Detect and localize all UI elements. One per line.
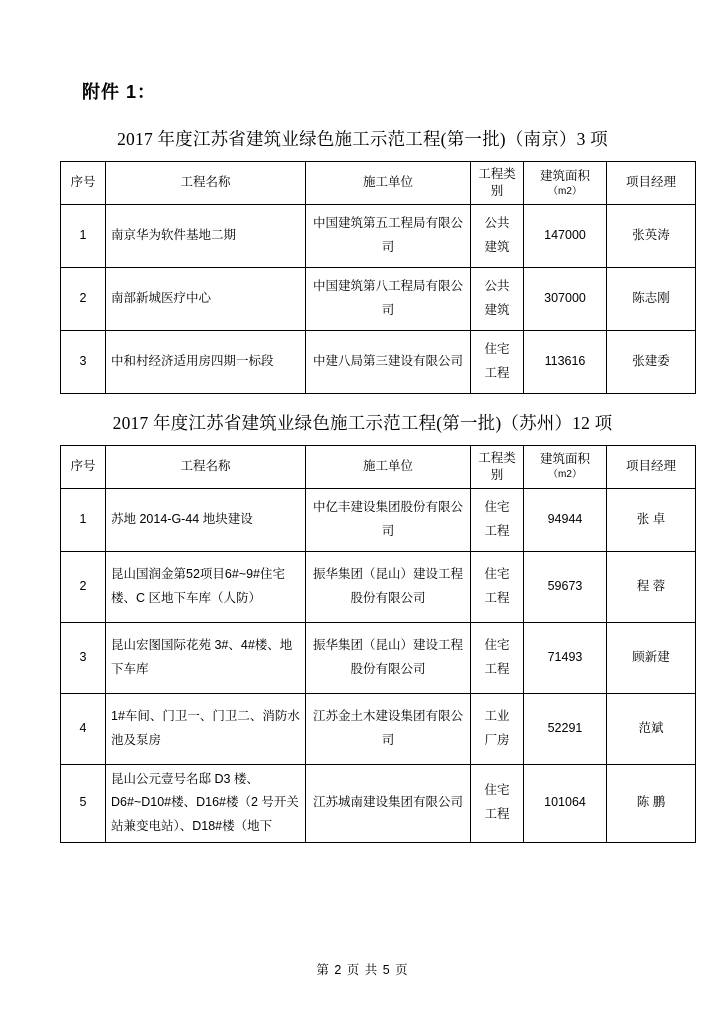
- cell-index: 1: [61, 488, 106, 551]
- table-row: [61, 622, 696, 693]
- cell-construction-unit: 中国建筑第八工程局有限公司: [306, 267, 471, 330]
- cell-project-name: 昆山宏图国际花苑 3#、4#楼、地下车库: [106, 622, 306, 693]
- cell-index: 2: [61, 551, 106, 622]
- cell-project-manager: 范斌: [607, 693, 696, 764]
- table-suzhou: [60, 445, 696, 843]
- cell-project-type: [471, 204, 524, 267]
- cell-project-name: 南部新城医疗中心: [106, 267, 306, 330]
- cell-project-type-line1: 工业: [484, 708, 510, 723]
- header-construction-unit: 施工单位: [306, 445, 471, 488]
- cell-project-manager: 陈志刚: [607, 267, 696, 330]
- cell-project-manager: 张 卓: [607, 488, 696, 551]
- cell-building-area: 94944: [524, 488, 607, 551]
- cell-project-type: [471, 693, 524, 764]
- cell-building-area: 101064: [524, 764, 607, 842]
- table-row: [61, 693, 696, 764]
- header-building-area-unit: （m2）: [548, 469, 582, 481]
- cell-project-type-line2: 厂房: [484, 732, 510, 747]
- section-title-suzhou: 2017 年度江苏省建筑业绿色施工示范工程(第一批)（苏州）12 项: [112, 412, 613, 433]
- table-header-row: [61, 162, 696, 205]
- table-row: [61, 267, 696, 330]
- cell-building-area: 147000: [524, 204, 607, 267]
- cell-project-name: 昆山国润金第52项目6#~9#住宅楼、C 区地下车库（人防）: [106, 551, 306, 622]
- cell-project-type-line1: 公共: [484, 216, 510, 230]
- header-building-area: [524, 445, 607, 488]
- cell-project-type-line1: 住宅: [484, 499, 510, 514]
- cell-project-type-line2: 工程: [484, 523, 510, 538]
- table-row: [61, 330, 696, 393]
- cell-project-type: [471, 551, 524, 622]
- cell-construction-unit: 中建八局第三建设有限公司: [306, 330, 471, 393]
- cell-building-area: 59673: [524, 551, 607, 622]
- section-title-nanjing: 2017 年度江苏省建筑业绿色施工示范工程(第一批)（南京）3 项: [117, 129, 608, 149]
- cell-index: 2: [61, 267, 106, 330]
- header-construction-unit: 施工单位: [306, 162, 471, 205]
- cell-project-manager: 张建委: [607, 330, 696, 393]
- cell-construction-unit: 振华集团（昆山）建设工程股份有限公司: [306, 622, 471, 693]
- cell-project-type-line1: 住宅: [484, 342, 510, 356]
- header-project-manager: 项目经理: [607, 445, 696, 488]
- table-row: [61, 488, 696, 551]
- cell-construction-unit: 中国建筑第五工程局有限公司: [306, 204, 471, 267]
- cell-project-type-line2: 工程: [484, 590, 510, 605]
- cell-project-type-line2: 工程: [484, 365, 510, 380]
- cell-project-manager: 程 蓉: [607, 551, 696, 622]
- cell-building-area: 307000: [524, 267, 607, 330]
- cell-project-name: 苏地 2014-G-44 地块建设: [106, 488, 306, 551]
- header-building-area: [524, 162, 607, 205]
- cell-project-type: [471, 764, 524, 842]
- cell-building-area: 52291: [524, 693, 607, 764]
- cell-project-type-line1: 住宅: [484, 783, 510, 798]
- cell-project-manager: 顾新建: [607, 622, 696, 693]
- cell-project-type-line1: 公共: [484, 279, 510, 293]
- table-row: [61, 551, 696, 622]
- table-header-row: [61, 445, 696, 488]
- header-project-type: 工程类别: [471, 445, 524, 488]
- cell-project-type-line2: 建筑: [484, 302, 510, 317]
- cell-index: 3: [61, 330, 106, 393]
- cell-project-manager: 陈 鹏: [607, 764, 696, 842]
- cell-index: 4: [61, 693, 106, 764]
- cell-project-name: 中和村经济适用房四期一标段: [106, 330, 306, 393]
- header-building-area-label: 建筑面积: [539, 168, 590, 183]
- header-project-manager: 项目经理: [607, 162, 696, 205]
- cell-index: 5: [61, 764, 106, 842]
- cell-construction-unit: 江苏金土木建设集团有限公司: [306, 693, 471, 764]
- cell-project-name: 南京华为软件基地二期: [106, 204, 306, 267]
- header-project-name: 工程名称: [106, 445, 306, 488]
- cell-project-type: [471, 267, 524, 330]
- cell-project-type: [471, 622, 524, 693]
- page-footer: 第 2 页 共 5 页: [316, 963, 409, 977]
- attachment-label: 附件 1：: [82, 82, 157, 102]
- cell-construction-unit: 中亿丰建设集团股份有限公司: [306, 488, 471, 551]
- cell-project-type: [471, 330, 524, 393]
- cell-project-type-line2: 建筑: [484, 239, 510, 254]
- table-row: [61, 764, 696, 842]
- header-project-name: 工程名称: [106, 162, 306, 205]
- header-building-area-unit: （m2）: [548, 185, 582, 197]
- cell-project-name: 1#车间、门卫一、门卫二、消防水池及泵房: [106, 693, 306, 764]
- header-index: 序号: [61, 445, 106, 488]
- cell-project-type-line2: 工程: [484, 807, 510, 822]
- cell-construction-unit: 江苏城南建设集团有限公司: [306, 764, 471, 842]
- cell-project-manager: 张英涛: [607, 204, 696, 267]
- cell-index: 3: [61, 622, 106, 693]
- table-nanjing: [60, 161, 696, 394]
- cell-project-name: 昆山公元壹号名邸 D3 楼、D6#~D10#楼、D16#楼（2 号开关站兼变电站）、D18#楼（地下: [106, 764, 306, 842]
- cell-project-type-line1: 住宅: [484, 637, 510, 652]
- header-building-area-label: 建筑面积: [539, 452, 590, 467]
- cell-project-type: [471, 488, 524, 551]
- cell-project-type-line2: 工程: [484, 661, 510, 676]
- cell-construction-unit: 振华集团（昆山）建设工程股份有限公司: [306, 551, 471, 622]
- header-project-type: 工程类别: [471, 162, 524, 205]
- cell-project-type-line1: 住宅: [484, 566, 510, 581]
- table-row: [61, 204, 696, 267]
- cell-building-area: 71493: [524, 622, 607, 693]
- cell-index: 1: [61, 204, 106, 267]
- cell-building-area: 113616: [524, 330, 607, 393]
- header-index: 序号: [61, 162, 106, 205]
